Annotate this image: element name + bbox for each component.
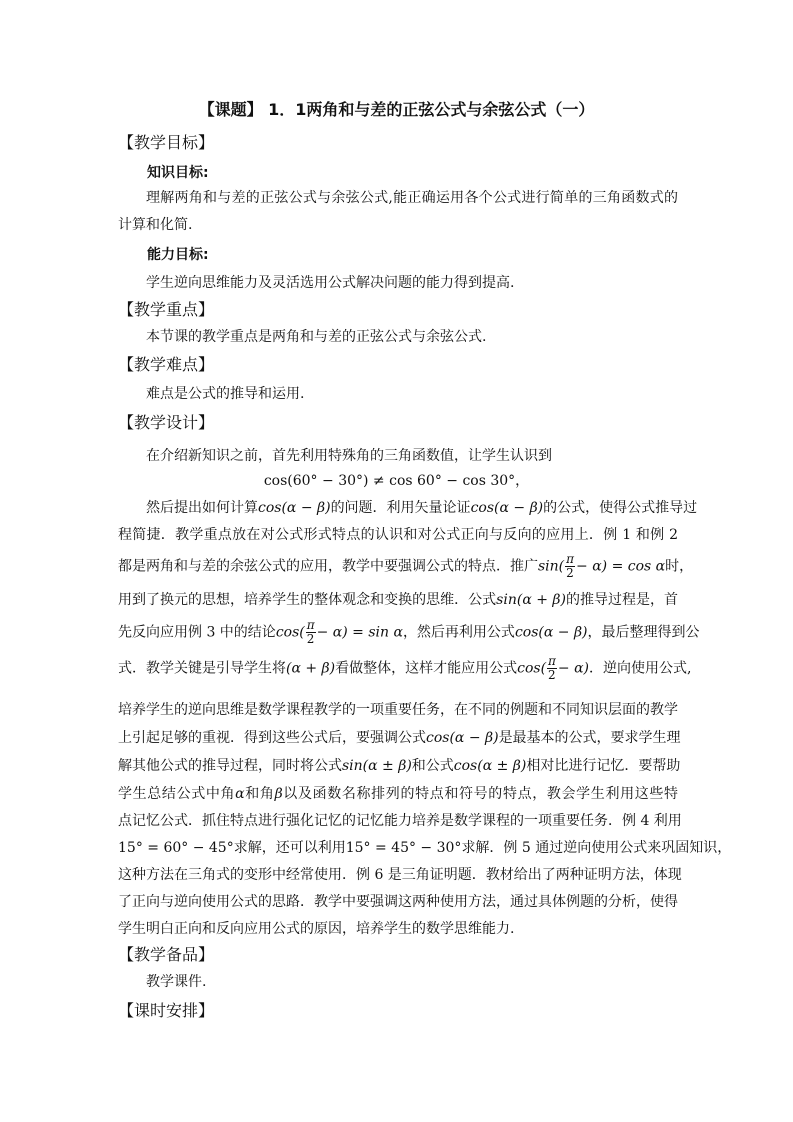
ability-objective-label: 能力目标: [147, 247, 209, 263]
difficulty-text: 难点是公式的推导和运用. [146, 386, 305, 402]
heading-difficulty: 【教学难点】 [118, 355, 215, 374]
design-paragraph-line: 学生总结公式中角α和角β以及函数名称排列的特点和符号的特点，教会学生利用这些特 [118, 786, 679, 802]
heading-schedule: 【课时安排】 [118, 1001, 215, 1020]
design-paragraph-line: 这种方法在三角式的变形中经常使用．例 6 是三角证明题．教材给出了两种证明方法，体现 [118, 867, 682, 883]
design-paragraph-line: 点记忆公式．抓住特点进行强化记忆的记忆能力培养是数学课程的一项重要任务．例 4 利用 [118, 813, 682, 829]
design-paragraph-line: 了正向与逆向使用公式的思路．教学中要强调这两种使用方法，通过具体例题的分析，使得 [118, 894, 678, 910]
lesson-title: 【课题】 1．1两角和与差的正弦公式与余弦公式（一） [198, 100, 595, 119]
design-formula: cos(60° − 30°) ≠ cos 60° − cos 30°， [263, 473, 530, 489]
heading-key-point: 【教学重点】 [118, 300, 215, 319]
design-paragraph-line: 用到了换元的思想，培养学生的整体观念和变换的思维．公式sin(α + β)的推导过程是，首 [118, 592, 679, 608]
design-paragraph-line: 都是两角和与差的余弦公式的应用，教学中要强调公式的特点．推广sin( $\frac{\pi}{2}$ − α) = cos α时， [118, 552, 694, 580]
design-paragraph-line: 15° = 60° − 45°求解，还可以利用15° = 45° − 30°求解．例 5 通过逆向使用公式来巩固知识， [118, 840, 732, 856]
pi-over-two-fraction: $\frac{\pi}{2}$ [548, 654, 556, 682]
heading-teaching-design: 【教学设计】 [118, 413, 215, 432]
design-paragraph-line: 然后提出如何计算cos(α − β)的问题．利用矢量论证cos(α − β)的公式，使得公式推导过 [146, 500, 698, 516]
knowledge-objective-text-cont: 计算和化简. [118, 217, 193, 233]
pi-over-two-fraction: $\frac{\pi}{2}$ [566, 552, 575, 580]
design-paragraph-line: 培养学生的逆向思维是数学课程教学的一项重要任务，在不同的例题和不同知识层面的教学 [118, 702, 678, 718]
design-paragraph-line: 上引起足够的重视．得到这些公式后，要强调公式cos(α − β)是最基本的公式，要求学生理 [118, 730, 681, 746]
design-paragraph-line: 学生明白正向和反向应用公式的原因，培养学生的数学思维能力. [118, 921, 515, 937]
knowledge-objective-text: 理解两角和与差的正弦公式与余弦公式,能正确运用各个公式进行简单的三角函数式的 [146, 190, 678, 206]
design-paragraph-line: 在介绍新知识之前，首先利用特殊角的三角函数值，让学生认识到 [146, 448, 552, 464]
design-paragraph-line: 解其他公式的推导过程，同时将公式sin(α ± β)和公式cos(α ± β)相对比进行记忆．要帮助 [118, 758, 681, 774]
design-paragraph-line: 程简捷．教学重点放在对公式形式特点的认识和对公式正向与反向的应用上．例 1 和例 2 [118, 527, 678, 543]
design-paragraph-line: 先反向应用例 3 中的结论cos( $\frac{\pi}{2}$ − α) = sin α，然后再利用公式cos(α − β)，最后整理得到公 [118, 618, 700, 646]
ability-objective-text: 学生逆向思维能力及灵活选用公式解决问题的能力得到提高. [146, 275, 515, 291]
pi-over-two-fraction: $\frac{\pi}{2}$ [306, 618, 315, 646]
materials-text: 教学课件. [146, 974, 207, 990]
key-point-text: 本节课的教学重点是两角和与差的正弦公式与余弦公式. [146, 329, 487, 345]
heading-teaching-materials: 【教学备品】 [118, 945, 215, 964]
design-paragraph-line: 式．教学关键是引导学生将(α + β)看做整体，这样才能应用公式cos( $\frac{\pi}{2}$ − α)．逆向使用公式, [118, 654, 692, 682]
heading-teaching-objectives: 【教学目标】 [118, 133, 215, 152]
knowledge-objective-label: 知识目标: [147, 165, 209, 181]
